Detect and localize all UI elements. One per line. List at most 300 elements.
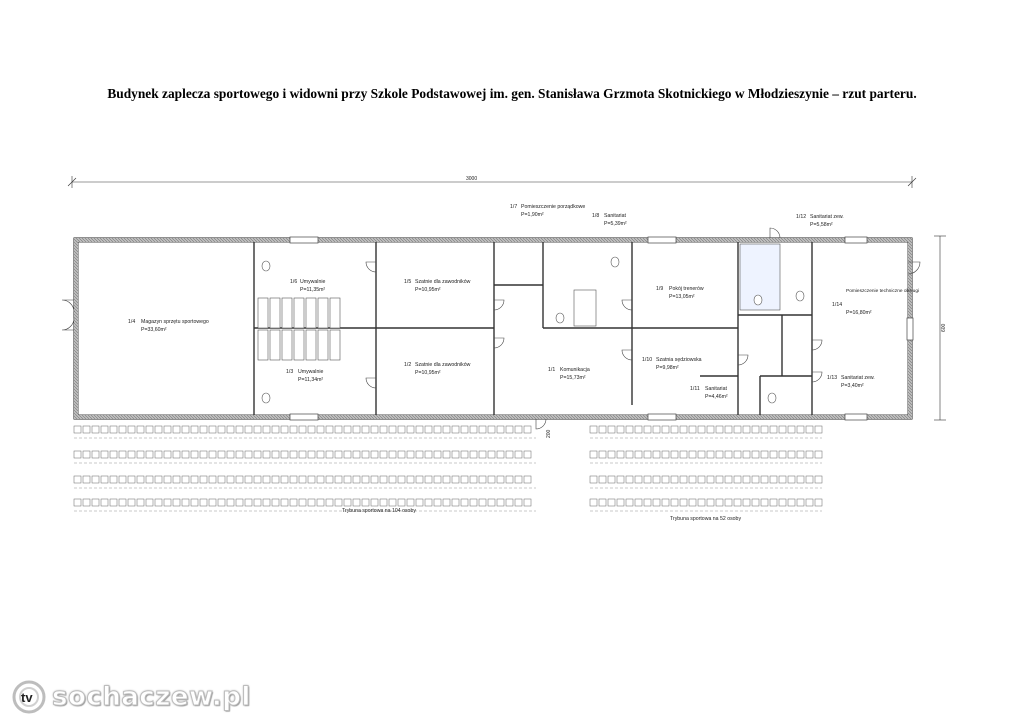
bleacher-seat (137, 476, 144, 483)
bleacher-seat (128, 499, 135, 506)
bleacher-seat (263, 426, 270, 433)
bleacher-seat (626, 426, 633, 433)
bleacher-seat (227, 426, 234, 433)
bleacher-seat (335, 426, 342, 433)
bleacher-seat (281, 499, 288, 506)
bleacher-seat (308, 451, 315, 458)
bleacher-seat (92, 451, 99, 458)
bleacher-seat (182, 451, 189, 458)
bleacher-seat (461, 476, 468, 483)
bleacher-seat (200, 499, 207, 506)
bleacher-seat (389, 499, 396, 506)
bleacher-seat (254, 476, 261, 483)
bleacher-seat (497, 426, 504, 433)
bleacher-seat (353, 426, 360, 433)
watermark-text: sochaczew.pl (52, 682, 251, 712)
bleacher-seat (407, 426, 414, 433)
bleacher-seat (290, 476, 297, 483)
bleacher-seat (452, 476, 459, 483)
bleacher-seat (101, 476, 108, 483)
bleacher-seat (506, 451, 513, 458)
bleacher-seat (680, 476, 687, 483)
bleacher-seat (617, 476, 624, 483)
bleacher-seat (815, 451, 822, 458)
bleacher-seat (425, 476, 432, 483)
bleacher-seat (761, 476, 768, 483)
bleacher-seat (689, 499, 696, 506)
bleacher-seat (434, 499, 441, 506)
bleacher-seat (590, 499, 597, 506)
bleacher-seat (797, 451, 804, 458)
bleacher-seat (83, 476, 90, 483)
bleacher-seat (425, 426, 432, 433)
bleacher-seat (680, 499, 687, 506)
bleacher-seat (515, 499, 522, 506)
watermark-logo-icon (6, 678, 52, 716)
bleacher-seat (590, 476, 597, 483)
room-1-12-area: P=5,58m² (810, 222, 833, 228)
bleacher-seat (506, 476, 513, 483)
bleacher-seat (461, 426, 468, 433)
bleacher-seat (407, 499, 414, 506)
bleacher-seat (743, 426, 750, 433)
bleacher-seat (326, 499, 333, 506)
bleacher-seat (443, 426, 450, 433)
bleacher-seat (752, 499, 759, 506)
bleacher-seat (599, 476, 606, 483)
bleacher-seat (218, 426, 225, 433)
bleacher-seat (689, 426, 696, 433)
bleacher-seat (743, 499, 750, 506)
bleacher-seat (779, 426, 786, 433)
bleacher-seat (599, 451, 606, 458)
bleacher-seat (416, 426, 423, 433)
bleacher-seat (362, 426, 369, 433)
room-1-6-name: Umywalnie (300, 279, 326, 285)
bleacher-seat (164, 499, 171, 506)
bleacher-seat (608, 476, 615, 483)
bleacher-seat (734, 451, 741, 458)
bleacher-seat (110, 476, 117, 483)
bleacher-seat (146, 426, 153, 433)
bleacher-seat (524, 451, 531, 458)
bleacher-seat (398, 476, 405, 483)
bleacher-seat (191, 426, 198, 433)
bleacher-seat (680, 451, 687, 458)
bleacher-seat (218, 476, 225, 483)
bleacher-seat (416, 451, 423, 458)
bleacher-seat (110, 499, 117, 506)
room-1-11-id: 1/11 (690, 386, 700, 392)
room-1-11-name: Sanitariat (705, 386, 727, 392)
bleacher-seat (272, 499, 279, 506)
bleacher-seat (743, 476, 750, 483)
room-1-9-name: Pokój trenerów (669, 286, 704, 292)
bleacher-seat (479, 451, 486, 458)
bleacher-seat (290, 426, 297, 433)
bleacher-seat (416, 499, 423, 506)
bleacher-seat (101, 426, 108, 433)
room-1-11-area: P=4,46m² (705, 394, 728, 400)
bleacher-seat (425, 451, 432, 458)
bleacher-seat (146, 476, 153, 483)
bleacher-seat (734, 499, 741, 506)
bleacher-seat (515, 476, 522, 483)
bleacher-seat (389, 476, 396, 483)
room-1-1-area: P=15,73m² (560, 375, 586, 381)
bleacher-seat (245, 426, 252, 433)
bleacher-seat (353, 499, 360, 506)
bleacher-seat (644, 426, 651, 433)
bleacher-seat (164, 451, 171, 458)
bleacher-seat (191, 451, 198, 458)
bleacher-seat (506, 426, 513, 433)
entrance-dimension-label: 200 (546, 429, 552, 438)
bleacher-seat (245, 476, 252, 483)
bleacher-seat (281, 451, 288, 458)
bleacher-seat (281, 476, 288, 483)
bleacher-seat (245, 451, 252, 458)
bleacher-seat (608, 426, 615, 433)
bleacher-seat (608, 499, 615, 506)
bleacher-seat (290, 499, 297, 506)
bleacher-seat (335, 451, 342, 458)
bleacher-seat (806, 451, 813, 458)
bleacher-seat (254, 451, 261, 458)
bleacher-seat (164, 476, 171, 483)
bleacher-seat (299, 499, 306, 506)
bleacher-seat (92, 476, 99, 483)
bleacher-seat (761, 451, 768, 458)
bleacher-seat (443, 476, 450, 483)
bleacher-seat (779, 451, 786, 458)
bleacher-seat (173, 476, 180, 483)
bleacher-seat (83, 499, 90, 506)
bleacher-seat (101, 499, 108, 506)
room-1-2-id: 1/2 (404, 362, 412, 368)
bleacher-seat (344, 451, 351, 458)
bleacher-seat (797, 499, 804, 506)
room-1-5-name: Szatnie dla zawodników (415, 279, 471, 285)
bleacher-seat (209, 499, 216, 506)
bleacher-seat (272, 476, 279, 483)
bleacher-seat (788, 499, 795, 506)
bleacher-seat (236, 451, 243, 458)
bleacher-seat (92, 499, 99, 506)
bleacher-seat (671, 476, 678, 483)
bleacher-seat (488, 476, 495, 483)
bleacher-seat (797, 476, 804, 483)
bleacher-seat (497, 451, 504, 458)
bleacher-seat (290, 451, 297, 458)
bleacher-seat (653, 451, 660, 458)
bleacher-seat (734, 426, 741, 433)
room-1-2-name: Szatnie dla zawodników (415, 362, 471, 368)
bleacher-seat (662, 476, 669, 483)
bleacher-seat (797, 426, 804, 433)
room-1-12-id: 1/12 (796, 214, 807, 220)
bleacher-seat (263, 476, 270, 483)
room-1-14-name: Pomieszczenie techniczne obsługi (846, 289, 920, 294)
bleacher-seat (380, 499, 387, 506)
bleacher-seat (515, 426, 522, 433)
bleacher-seat (74, 426, 81, 433)
bleacher-seat (725, 451, 732, 458)
overall-dimension-label: 3000 (466, 176, 478, 182)
bleacher-seat (671, 451, 678, 458)
bleacher-seat (299, 426, 306, 433)
bleacher-seat (635, 451, 642, 458)
bleacher-seat (770, 426, 777, 433)
room-1-6-area: P=11,35m² (300, 287, 326, 293)
bleacher-seat (317, 426, 324, 433)
bleacher-seat (497, 499, 504, 506)
bleacher-seat (344, 499, 351, 506)
bleacher-seat (398, 426, 405, 433)
room-1-2-area: P=10,95m² (415, 370, 441, 376)
bleacher-seat (806, 499, 813, 506)
bleacher-seat (335, 499, 342, 506)
bleacher-seat (734, 476, 741, 483)
room-1-6-id: 1/6 (290, 279, 298, 285)
room-1-9-area: P=13,05m² (669, 294, 695, 300)
bleacher-seat (407, 451, 414, 458)
bleacher-seat (716, 451, 723, 458)
bleacher-seat (272, 426, 279, 433)
bleacher-seat (452, 426, 459, 433)
bleacher-seat (761, 499, 768, 506)
bleacher-seat (662, 426, 669, 433)
room-1-7-area: P=1,90m² (521, 212, 544, 218)
watermark (6, 678, 251, 716)
bleacher-seat (671, 499, 678, 506)
bleacher-seat (725, 499, 732, 506)
drawing-title: Budynek zaplecza sportowego i widowni przy Szkole Podstawowej im. gen. Stanisława Grzmota Skotnickiego w Młodzieszynie – rzut parteru. (107, 86, 917, 101)
bleacher-seat (371, 426, 378, 433)
bleacher-seat (209, 476, 216, 483)
bleacher-seat (182, 476, 189, 483)
bleacher-seat (626, 499, 633, 506)
room-1-3-id: 1/3 (286, 369, 294, 375)
bleacher-seat (788, 451, 795, 458)
bleacher-seat (128, 451, 135, 458)
bleacher-seat (200, 426, 207, 433)
bleacher-seat (128, 476, 135, 483)
bleacher-seat (155, 499, 162, 506)
bleacher-seat (779, 499, 786, 506)
bleacher-seat (182, 426, 189, 433)
room-1-7-id: 1/7 (510, 204, 518, 210)
bleacher-seat (353, 476, 360, 483)
bleacher-seat (155, 476, 162, 483)
bleacher-seat (653, 499, 660, 506)
bleacher-seat (617, 426, 624, 433)
bleacher-seat (173, 499, 180, 506)
bleacher-seat (344, 476, 351, 483)
bleacher-seat (479, 476, 486, 483)
bleacher-seat (380, 426, 387, 433)
bleacher-seat (707, 499, 714, 506)
bleacher-seat (299, 476, 306, 483)
right-dimension-label: 600 (941, 323, 947, 332)
bleacher-seat (635, 476, 642, 483)
bleacher-seat (707, 451, 714, 458)
room-1-13-area: P=3,40m² (841, 383, 864, 389)
bleacher-seat (452, 499, 459, 506)
bleacher-seat (698, 451, 705, 458)
bleacher-seat (770, 451, 777, 458)
bleacher-seat (707, 476, 714, 483)
room-1-4-id: 1/4 (128, 319, 136, 325)
bleacher-seat (317, 476, 324, 483)
room-1-14-area: P=16,80m² (846, 310, 872, 316)
bleacher-seat (263, 451, 270, 458)
bleacher-seat (155, 451, 162, 458)
bleacher-seat (515, 451, 522, 458)
bleacher-seat (443, 451, 450, 458)
bleacher-seat (815, 476, 822, 483)
bleacher-seat (635, 499, 642, 506)
bleacher-seat (806, 476, 813, 483)
bleacher-seat (218, 499, 225, 506)
bleacher-seat (698, 426, 705, 433)
bleacher-seat (470, 426, 477, 433)
bleacher-seat (617, 451, 624, 458)
bleacher-seat (680, 426, 687, 433)
room-1-1-id: 1/1 (548, 367, 556, 373)
bleacher-seat (74, 451, 81, 458)
bleacher-seat (173, 426, 180, 433)
bleacher-seat (263, 499, 270, 506)
bleacher-seat (371, 499, 378, 506)
bleacher-seat (716, 499, 723, 506)
bleacher-seat (308, 499, 315, 506)
bleacher-seat (254, 499, 261, 506)
bleacher-seat (362, 476, 369, 483)
bleacher-seat (371, 476, 378, 483)
bleacher-seat (335, 476, 342, 483)
bleacher-seat (470, 499, 477, 506)
bleacher-seat (689, 451, 696, 458)
bleacher-seat (497, 476, 504, 483)
bleacher-seat (788, 476, 795, 483)
bleacher-seat (479, 499, 486, 506)
bleacher-seat (590, 426, 597, 433)
bleacher-seat (317, 499, 324, 506)
bleacher-seat (806, 426, 813, 433)
bleacher-seat (524, 426, 531, 433)
bleacher-seat (488, 499, 495, 506)
bleacher-seat (425, 499, 432, 506)
bleacher-seat (716, 426, 723, 433)
bleacher-seat (626, 451, 633, 458)
bleacher-seat (101, 451, 108, 458)
room-labels (128, 204, 919, 400)
overall-dimension-line (68, 176, 916, 188)
bleacher-seat (761, 426, 768, 433)
bleacher-seat (470, 476, 477, 483)
bleacher-seat (326, 426, 333, 433)
bleacher-seat (74, 476, 81, 483)
bleacher-seat (110, 426, 117, 433)
bleacher-seat (770, 499, 777, 506)
bleacher-seat (644, 499, 651, 506)
bleacher-seat (353, 451, 360, 458)
bleacher-seat (317, 451, 324, 458)
bleacher-seat (200, 451, 207, 458)
room-1-7-name: Pomieszczenie porządkowe (521, 204, 586, 210)
bleacher-seat (137, 451, 144, 458)
bleacher-seat (470, 451, 477, 458)
bleacher-seat (218, 451, 225, 458)
bleacher-seat (434, 476, 441, 483)
bleacher-seat (815, 426, 822, 433)
bleacher-seat (398, 451, 405, 458)
room-1-5-id: 1/5 (404, 279, 412, 285)
bleacher-seat (272, 451, 279, 458)
bleacher-seat (209, 451, 216, 458)
room-1-13-name: Sanitariat zew. (841, 375, 875, 381)
room-1-8-name: Sanitariat (604, 213, 626, 219)
bleacher-seat (173, 451, 180, 458)
bleacher-seat (344, 426, 351, 433)
bleacher-seat (635, 426, 642, 433)
bleacher-seat (488, 451, 495, 458)
bleacher-seat (752, 451, 759, 458)
bleacher-seat (389, 426, 396, 433)
bleacher-seat (236, 426, 243, 433)
bleacher-seat (92, 426, 99, 433)
bleacher-seat (326, 451, 333, 458)
bleacher-seat (299, 451, 306, 458)
bleacher-seat (119, 451, 126, 458)
bleacher-seat (83, 426, 90, 433)
bleacher-seat (788, 426, 795, 433)
bleacher-seat (236, 476, 243, 483)
bleacher-seat (137, 426, 144, 433)
bleacher-seat (698, 499, 705, 506)
bleacher-seat (362, 451, 369, 458)
bleacher-seat (725, 426, 732, 433)
stands-left-seats (74, 426, 536, 511)
bleacher-seat (779, 476, 786, 483)
bleacher-seat (389, 451, 396, 458)
bleacher-seat (644, 451, 651, 458)
bleacher-seat (662, 499, 669, 506)
bleacher-seat (752, 476, 759, 483)
room-1-1-name: Komunikacja (560, 367, 590, 373)
room-1-12-name: Sanitariat zew. (810, 214, 844, 220)
bleacher-seat (716, 476, 723, 483)
sanitary-fixtures (258, 244, 804, 403)
bleacher-seat (83, 451, 90, 458)
room-1-10-name: Szatnia sędziowska (656, 357, 702, 363)
bleacher-seat (380, 451, 387, 458)
bleacher-seat (119, 499, 126, 506)
room-1-14-id: 1/14 (832, 302, 843, 308)
bleacher-seat (671, 426, 678, 433)
bleacher-seat (308, 476, 315, 483)
bleacher-seat (488, 426, 495, 433)
bleacher-seat (74, 499, 81, 506)
bleacher-seat (506, 499, 513, 506)
bleacher-seat (371, 451, 378, 458)
bleacher-seat (110, 451, 117, 458)
room-1-8-area: P=5,39m² (604, 221, 627, 227)
bleacher-seat (524, 499, 531, 506)
bleacher-seat (200, 476, 207, 483)
room-1-3-name: Umywalnie (298, 369, 324, 375)
